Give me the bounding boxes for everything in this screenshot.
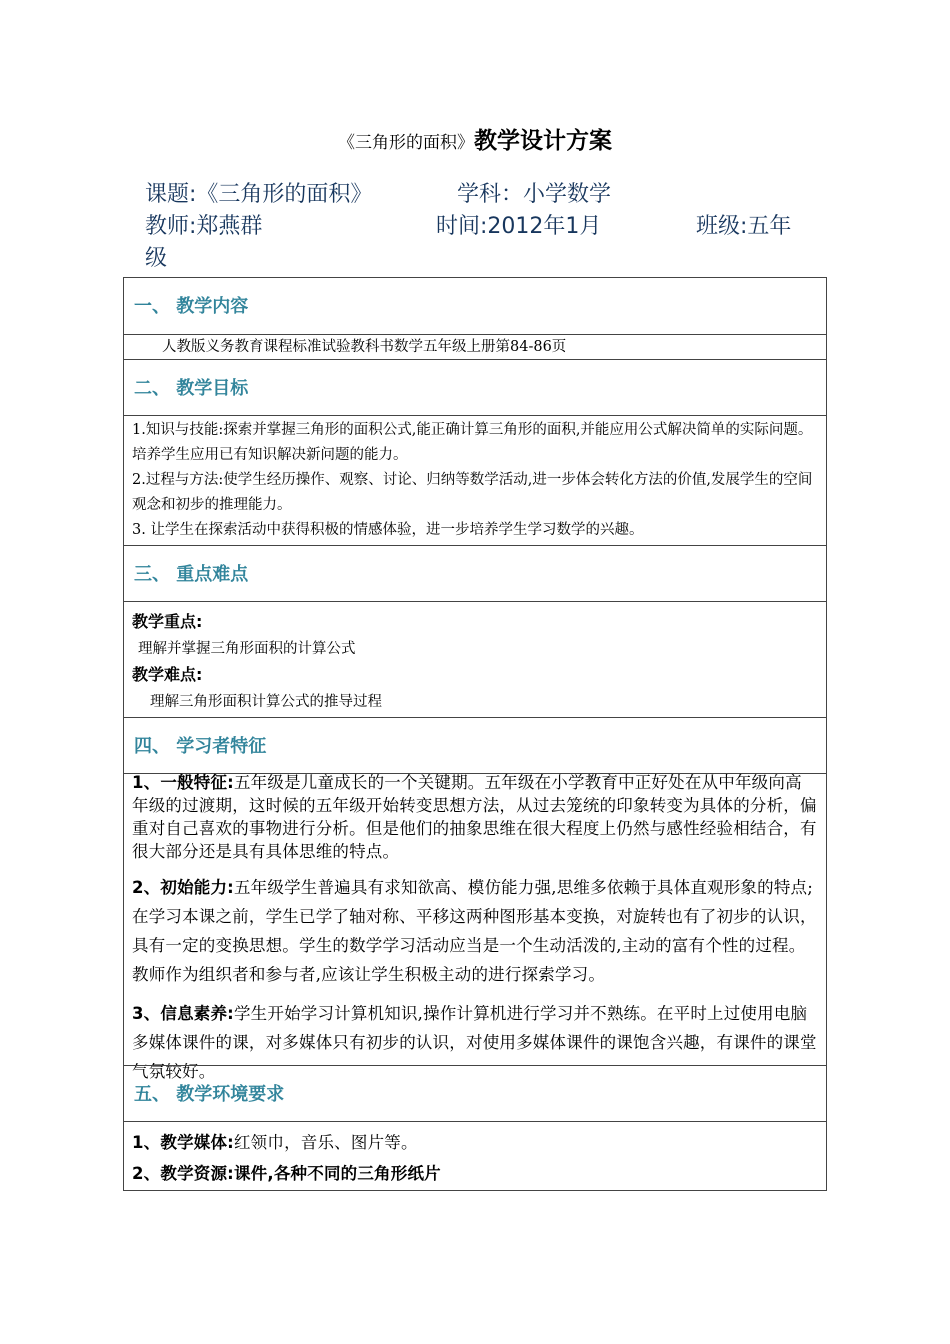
section-title: 四、 学习者特征 (134, 736, 267, 757)
resource-text: 课件,各种不同的三角形纸片 (233, 1164, 441, 1183)
media-label: 1、教学媒体: (132, 1133, 234, 1152)
section-body-3 (124, 601, 826, 717)
section-body-4 (124, 773, 826, 1081)
section-title: 一、 教学内容 (134, 296, 249, 317)
title-main: 教学设计方案 (474, 128, 612, 154)
section-title: 五、 教学环境要求 (134, 1084, 285, 1105)
section-header-3 (124, 545, 826, 601)
resource-line (132, 1158, 818, 1189)
difficulty-text: 理解三角形面积计算公式的推导过程 (150, 694, 382, 710)
media-line (132, 1127, 818, 1158)
lesson-plan-table (123, 277, 827, 1191)
section-header-5 (124, 1065, 826, 1121)
key-label: 教学重点: (132, 612, 203, 631)
trait-1-label: 1、一般特征: (132, 773, 234, 792)
trait-1-text: 五年级是儿童成长的一个关键期。五年级在小学教育中正好处在从中年级向高年级的过渡期，这时候的五年级开始转变思想方法，从过去笼统的印象转变为具体的分析，偏重对自己喜欢的事物进行分析。但是他们的抽象思维在很大程度上仍然与感性经验相结合，有很大部分还是具有具体思维的特点。 (132, 773, 817, 861)
trait-1 (132, 771, 818, 863)
meta-grade-wrap: 级 (145, 246, 168, 271)
section-header-1 (124, 278, 826, 334)
environment-text (132, 1127, 818, 1189)
objective-3: 3. 让学生在探索活动中获得积极的情感体验，进一步培养学生学习数学的兴趣。 (132, 522, 644, 538)
section-header-4 (124, 717, 826, 773)
meta-subject: 学科：小学数学 (457, 182, 612, 207)
key-points (132, 609, 818, 715)
objectives-text (132, 418, 818, 543)
meta-course: 课题:《三角形的面积》 (145, 182, 373, 207)
meta-teacher: 教师:郑燕群 (145, 214, 263, 239)
section-body-1 (124, 334, 826, 359)
section-header-2 (124, 359, 826, 415)
trait-3-label: 3、信息素养: (132, 1004, 234, 1023)
learner-traits (132, 771, 818, 1086)
trait-2 (132, 873, 818, 989)
section-body-5 (124, 1121, 826, 1190)
trait-3-text: 学生开始学习计算机知识,操作计算机进行学习并不熟练。在平时上过使用电脑多媒体课件的课，对多媒体只有初步的认识，对使用多媒体课件的课饱含兴趣，有课件的课堂气氛较好。 (132, 1004, 817, 1081)
objective-2: 2.过程与方法:使学生经历操作、观察、讨论、归纳等数学活动,进一步体会转化方法的价值,发展学生的空间观念和初步的推理能力。 (132, 472, 813, 513)
media-text: 红领巾，音乐、图片等。 (233, 1133, 418, 1152)
resource-label: 2、教学资源: (132, 1164, 234, 1183)
section-title: 二、 教学目标 (134, 378, 249, 399)
difficulty-label: 教学难点: (132, 665, 203, 684)
section-body-2 (124, 415, 826, 545)
title-prefix: 《三角形的面积》 (338, 133, 474, 153)
section-title: 三、 重点难点 (134, 564, 249, 585)
meta-grade: 班级:五年 (696, 214, 792, 239)
objective-1: 1.知识与技能:探索并掌握三角形的面积公式,能正确计算三角形的面积,并能应用公式解决简单的实际问题。培养学生应用已有知识解决新问题的能力。 (132, 422, 813, 463)
meta-time: 时间:2012年1月 (436, 214, 602, 239)
document-title (0, 122, 950, 155)
key-text: 理解并掌握三角形面积的计算公式 (138, 641, 356, 657)
trait-2-text: 五年级学生普遍具有求知欲高、模仿能力强,思维多依赖于具体直观形象的特点;在学习本课之前，学生已学了轴对称、平移这两种图形基本变换，对旋转也有了初步的认识，具有一定的变换思想。学生的数学学习活动应当是一个生动活泼的,主动的富有个性的过程。教师作为组织者和参与者,应该让学生积极主动的进行探索学习。 (132, 878, 817, 984)
content-text: 人教版义务教育课程标准试验教科书数学五年级上册第84-86页 (162, 339, 567, 355)
trait-2-label: 2、初始能力: (132, 878, 234, 897)
